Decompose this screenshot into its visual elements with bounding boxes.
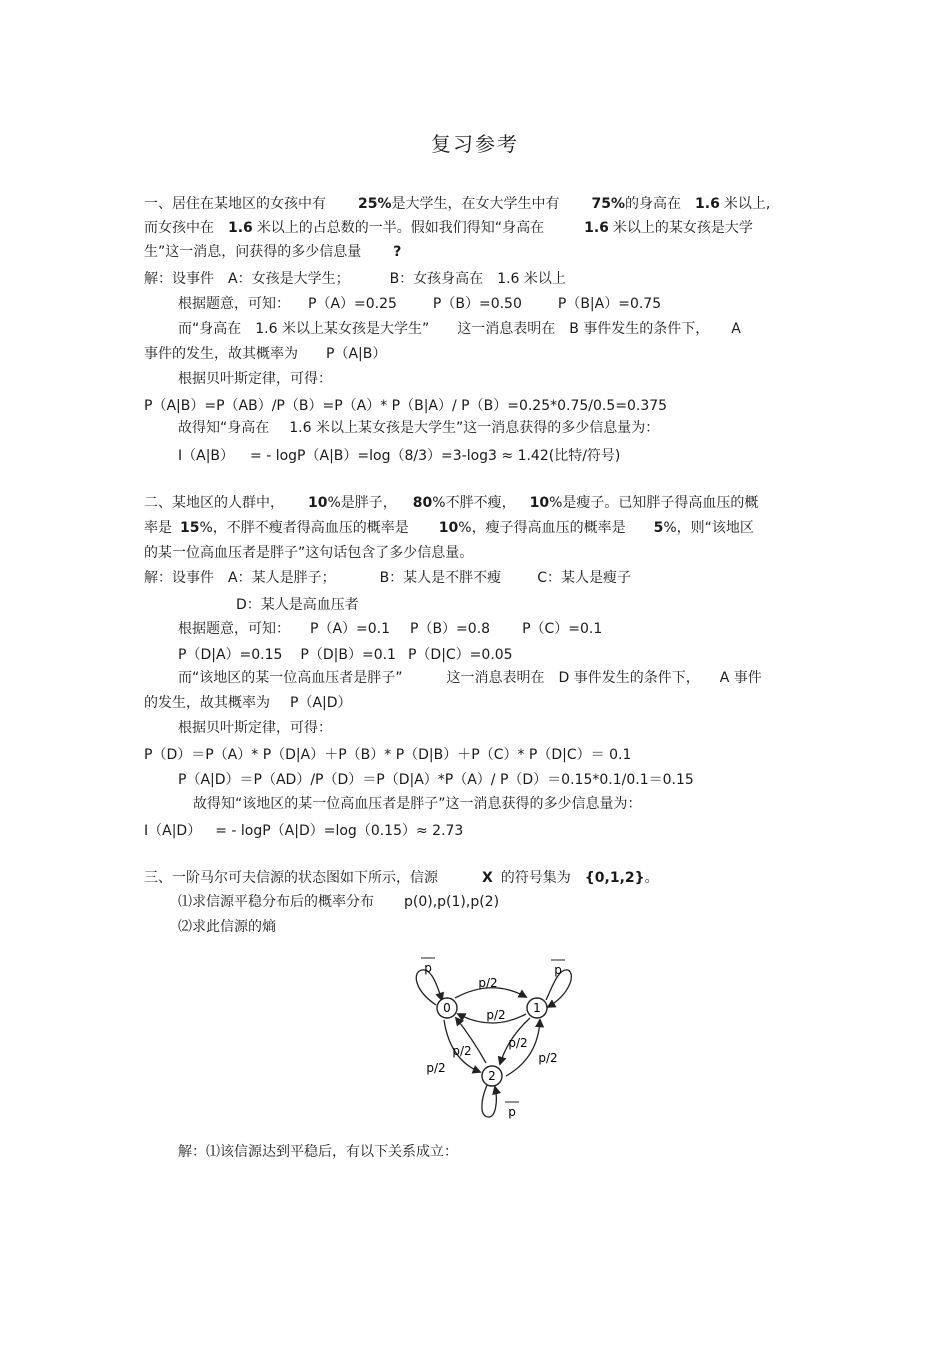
q1-solution-1: 解：设事件 A：女孩是大学生； B：女孩身高在 1.6 米以上 <box>144 271 566 287</box>
q2-solution-2: D：某人是高血压者 <box>236 597 359 613</box>
q3-line-3: ⑵求此信源的熵 <box>178 919 276 935</box>
label-edge-0-2: p/2 <box>426 1061 446 1075</box>
q2-solution-1: 解：设事件 A：某人是胖子； B：某人是不胖不瘦 C：某人是瘦子 <box>144 570 631 586</box>
q3-solution-1: 解：⑴该信源达到平稳后，有以下关系成立： <box>178 1144 458 1160</box>
q1-solution-3: 而“身高在 1.6 米以上某女孩是大学生” 这一消息表明在 B 事件发生的条件下， A <box>178 321 741 337</box>
q2-solution-3: 根据题意，可知： P（A）=0.1 P（B）=0.8 P（C）=0.1 <box>178 621 603 637</box>
q2-solution-7: 根据贝叶斯定律，可得： <box>178 720 332 736</box>
q1-solution-2: 根据题意，可知： P（A）=0.25 P（B）=0.50 P（B|A）=0.75 <box>178 296 662 312</box>
q3-line-1: 三、一阶马尔可夫信源的状态图如下所示，信源 X 的符号集为 {0,1,2}。 <box>144 870 659 886</box>
q1-solution-5: 根据贝叶斯定律，可得： <box>178 371 332 387</box>
label-edge-2-1: p/2 <box>538 1051 558 1065</box>
q2-line-3: 的某一位高血压者是胖子”这句话包含了多少信息量。 <box>144 545 474 561</box>
label-edge-1-0: p/2 <box>486 1008 506 1022</box>
q2-solution-10: 故得知“该地区的某一位高血压者是胖子”这一消息获得的多少信息量为： <box>193 796 642 812</box>
state-1 <box>527 998 547 1018</box>
label-loop-2 <box>505 1102 519 1119</box>
q1-bayes-formula: P（A|B）=P（AB）/P（B）=P（A）* P（B|A）/ P（B）=0.25*0.75/0.5=0.375 <box>144 398 668 414</box>
markov-state-diagram <box>400 950 590 1125</box>
q1-line-2: 而女孩中在 1.6 米以上的占总数的一半。假如我们得知“身高在 1.6 米以上的某女孩是大学 <box>144 220 753 236</box>
svg-text:p: p <box>424 961 432 975</box>
svg-text:1: 1 <box>533 1001 541 1015</box>
loop-edge-2 <box>482 1085 496 1117</box>
label-edge-2-0: p/2 <box>452 1044 472 1058</box>
q1-line-1: 一、居住在某地区的女孩中有 25%是大学生，在女大学生中有 75%的身高在 1.6 米以上, <box>144 196 771 212</box>
q2-line-1: 二、某地区的人群中， 10%是胖子， 80%不胖不瘦， 10%是瘦子。已知胖子得高血压的概 <box>144 495 759 511</box>
svg-text:p: p <box>554 963 562 977</box>
label-edge-0-1: p/2 <box>478 976 498 990</box>
q1-solution-7: 故得知“身高在 1.6 米以上某女孩是大学生”这一消息获得的多少信息量为： <box>178 420 660 436</box>
label-edge-1-2: p/2 <box>508 1036 528 1050</box>
page-title: 复习参考 <box>431 132 519 156</box>
loop-edge-0 <box>416 970 442 1005</box>
q2-solution-6: 的发生，故其概率为 P（A|D） <box>144 695 352 711</box>
q3-line-2: ⑴求信源平稳分布后的概率分布 p(0),p(1),p(2) <box>178 894 500 910</box>
q2-line-2: 率是 15%，不胖不瘦者得高血压的概率是 10%，瘦子得高血压的概率是 5%，则“该地区 <box>144 520 754 536</box>
q2-information-result: I（A|D） = - logP（A|D）=log（0.15）≈ 2.73 <box>144 823 464 839</box>
q1-line-3: 生”这一消息，问获得的多少信息量 ? <box>144 244 402 260</box>
q2-total-probability: P（D）＝P（A）* P（D|A）＋P（B）* P（D|B）＋P（C）* P（D|C）＝ 0.1 <box>144 747 632 763</box>
q2-bayes-formula: P（A|D）＝P（AD）/P（D）＝P（D|A）*P（A）/ P（D）＝0.15*0.1/0.1＝0.15 <box>178 772 694 788</box>
q1-information-result: I（A|B） = - logP（A|B）=log（8/3）=3-log3 ≈ 1.42(比特/符号) <box>178 448 621 464</box>
svg-text:0: 0 <box>443 1001 451 1015</box>
q2-solution-5: 而“该地区的某一位高血压者是胖子” 这一消息表明在 D 事件发生的条件下， A 事件 <box>178 670 762 686</box>
q1-solution-4: 事件的发生，故其概率为 P（A|B） <box>144 346 387 362</box>
svg-text:2: 2 <box>488 1069 496 1083</box>
state-0 <box>437 998 457 1018</box>
state-2 <box>482 1066 502 1086</box>
label-loop-0 <box>421 958 435 975</box>
svg-text:p: p <box>508 1105 516 1119</box>
label-loop-1 <box>551 960 565 977</box>
q2-solution-4: P（D|A）=0.15 P（D|B）=0.1 P（D|C）=0.05 <box>178 647 513 663</box>
